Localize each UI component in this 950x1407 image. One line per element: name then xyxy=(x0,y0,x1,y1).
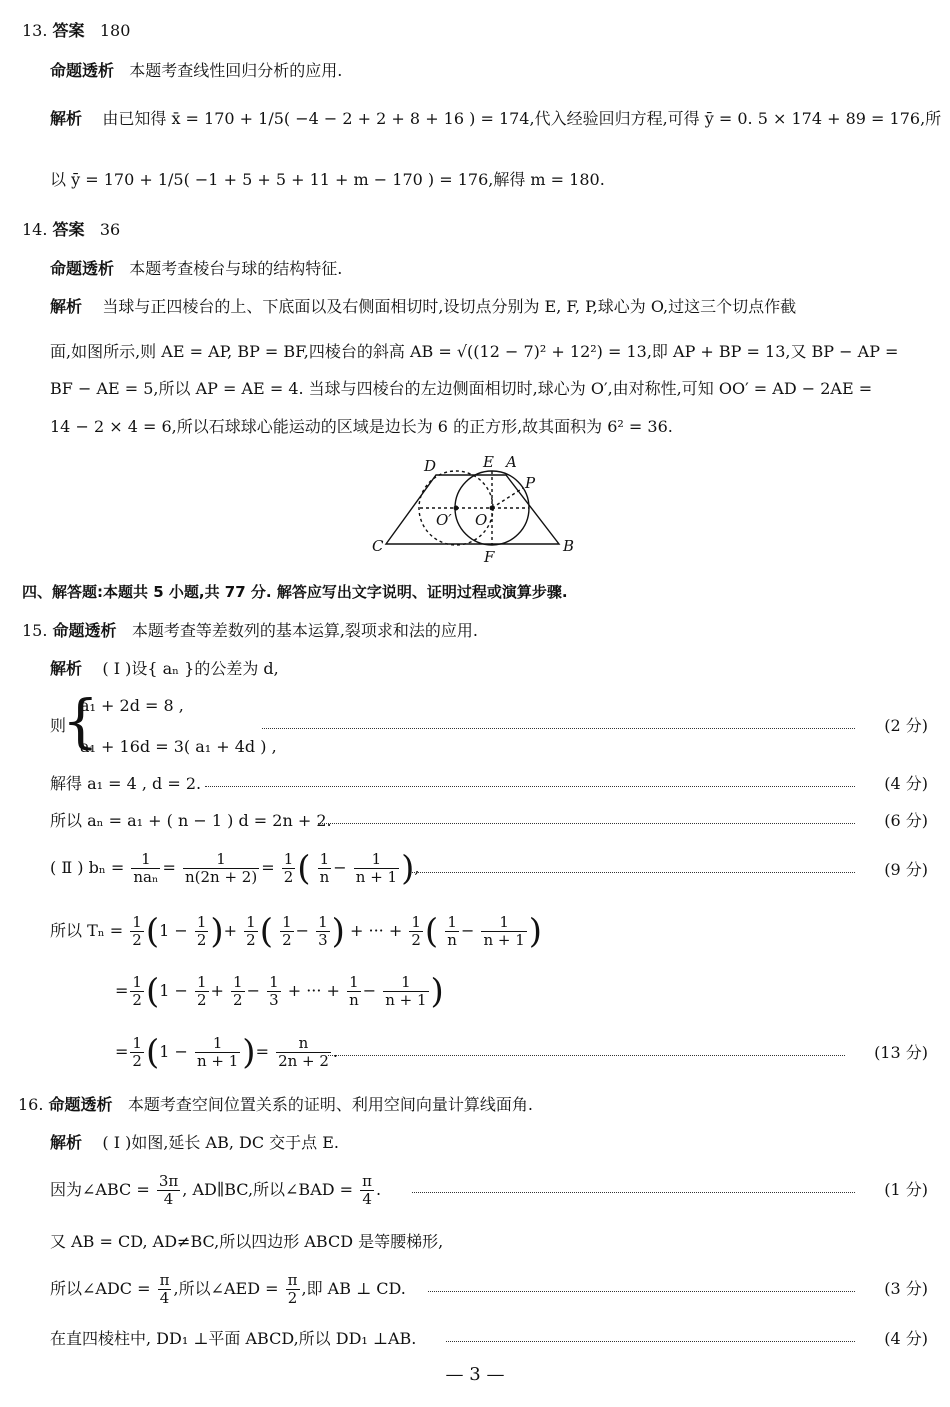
q16-mid1: , AD∥BC,所以∠BAD = xyxy=(182,1180,354,1199)
q15-insight-label: 命题透析 xyxy=(52,621,117,640)
q14-insight: 本题考查棱台与球的结构特征. xyxy=(129,259,343,278)
label-o1: O′ xyxy=(436,511,452,529)
q16-insight-line xyxy=(18,1093,950,1117)
q16-score4: (4 分) xyxy=(884,1329,928,1348)
q13-insight-label: 命题透析 xyxy=(50,61,115,80)
label-d: D xyxy=(424,457,437,475)
ellipsis: + ··· + xyxy=(350,921,403,940)
fraction: $\frac{1}{n + 1}$ xyxy=(196,1034,239,1070)
q15-bn-lhs: bₙ = xyxy=(88,858,125,877)
fraction: $\frac{1}{2}$ xyxy=(132,913,142,949)
q13-answer-line xyxy=(22,19,950,43)
q15-solve: 解得 a₁ = 4 , d = 2. xyxy=(50,774,202,793)
q13-insight-line xyxy=(50,59,950,83)
q15-line1: ( Ⅰ )设{ aₙ }的公差为 d, xyxy=(102,659,279,678)
fraction: $\frac{1}{2}$ xyxy=(196,913,207,949)
fraction: $\frac{1}{2}$ xyxy=(411,913,421,949)
q16-aed: ,所以∠AED = xyxy=(173,1279,279,1298)
q13-line2: 以 ȳ = 170 + 1/5( −1 + 5 + 5 + 11 + m − 170 ) = 176,解得 m = 180. xyxy=(50,170,605,189)
fraction: $\frac{1}{3}$ xyxy=(318,913,328,949)
fraction: $\frac{1}{3}$ xyxy=(269,973,279,1009)
q13-answer-label: 答案 xyxy=(52,21,85,40)
fraction: $\frac{1}{2}$ xyxy=(246,913,256,949)
leader-dots xyxy=(412,1178,855,1193)
q14-analysis-line2 xyxy=(50,340,950,364)
fraction: $\frac{1}{n + 1}$ xyxy=(483,913,525,949)
fraction: $\frac{1}{2}$ xyxy=(282,913,292,949)
fraction: $\frac{1}{n}$ xyxy=(349,973,359,1009)
q13-analysis-line1 xyxy=(50,107,950,131)
q13-analysis-label: 解析 xyxy=(50,109,83,128)
fraction: $\frac{\pi}{4}$ xyxy=(362,1172,373,1208)
label-b: B xyxy=(563,537,575,555)
q15-tn-line1: 所以 Tₙ = $\frac{1}{2}$ (1 − $\frac{1}{2}$ )+ $\frac{1}{2}$ ( $\frac{1}{2}$ − $\frac{1}{3}$ ) + ··· + $\frac{1}{2}$ ( $\frac{1}{n}$ − $\frac{1}{n + 1}$ ) xyxy=(50,911,543,952)
q15-part2-label: ( Ⅱ ) xyxy=(50,858,84,877)
leader-dots xyxy=(412,858,855,873)
label-c: C xyxy=(372,537,384,555)
fraction: $\frac{1}{2}$ xyxy=(132,1034,142,1070)
q14-line2: 面,如图所示,则 AE = AP, BP = BF,四棱台的斜高 AB = √((12 − 7)² + 12²) = 13,即 AP + BP = 13,又 BP − AP = xyxy=(50,342,899,361)
q14-line3: BF − AE = 5,所以 AP = AE = 4. 当球与四棱台的左边侧面相切时,球心为 O′,由对称性,可知 OO′ = AD − 2AE = xyxy=(50,379,873,398)
q16-angle-line: 因为∠ABC = $\frac{3\pi}{4}$ , AD∥BC,所以∠BAD = $\frac{\pi}{4}$ . xyxy=(50,1172,382,1208)
fraction: $\frac{1}{2}$ xyxy=(132,973,142,1009)
leader-dots xyxy=(205,772,855,787)
q15-insight-line xyxy=(22,619,950,643)
center-o xyxy=(490,506,495,511)
label-o: O xyxy=(475,511,488,529)
q14-analysis-line1 xyxy=(50,295,950,319)
q15-score-tn: (13 分) xyxy=(874,1043,928,1062)
q16-analysis-line1 xyxy=(50,1131,950,1155)
q15-system-brace: { xyxy=(62,687,99,755)
q15-score-general: (6 分) xyxy=(884,811,928,830)
q16-insight-label: 命题透析 xyxy=(48,1095,113,1114)
q14-analysis-line3 xyxy=(50,377,950,401)
q16-adc: 所以∠ADC = xyxy=(50,1279,151,1298)
fraction: $\frac{\pi}{2}$ xyxy=(287,1271,298,1307)
q15-insight: 本题考查等差数列的基本运算,裂项求和法的应用. xyxy=(131,621,479,640)
q16-perp: ,即 AB ⊥ CD. xyxy=(301,1279,406,1298)
q13-insight: 本题考查线性回归分析的应用. xyxy=(129,61,343,80)
q15-tn-line2: = $\frac{1}{2}$ (1 − $\frac{1}{2}$ + $\frac{1}{2}$ − $\frac{1}{3}$ + ··· + $\frac{1}{n}$ − $\frac{1}{n + 1}$ ) xyxy=(115,971,444,1012)
fraction: $\frac{\pi}{4}$ xyxy=(159,1271,170,1307)
q16-line1: ( Ⅰ )如图,延长 AB, DC 交于点 E. xyxy=(102,1133,340,1152)
q13-line1: 由已知得 x̄ = 170 + 1/5( −4 − 2 + 2 + 8 + 16 ) = 174,代入经验回归方程,可得 ȳ = 0. 5 × 174 + 89 = 176,所 xyxy=(102,109,942,128)
q15-sys2: a₁ + 16d = 3( a₁ + 4d ) , xyxy=(80,737,277,756)
q16-because: 因为∠ABC = xyxy=(50,1180,150,1199)
q15-analysis-label: 解析 xyxy=(50,659,83,678)
q16-score3: (3 分) xyxy=(884,1279,928,1298)
q15-general: 所以 aₙ = a₁ + ( n − 1 ) d = 2n + 2. xyxy=(50,811,332,830)
q15-then: 则 xyxy=(50,716,67,735)
fraction: $\frac{1}{n}$ xyxy=(319,850,330,886)
fraction: $\frac{n}{2n + 2}$ xyxy=(278,1034,329,1070)
q15-score-solve: (4 分) xyxy=(884,774,928,793)
q14-insight-label: 命题透析 xyxy=(50,259,115,278)
fraction: $\frac{1}{\text{naₙ}}$ xyxy=(133,850,159,886)
leader-dots xyxy=(328,1041,845,1056)
line-o-p xyxy=(492,488,523,508)
fraction: $\frac{1}{2}$ xyxy=(233,973,243,1009)
label-a: A xyxy=(506,453,517,471)
q14-answer: 36 xyxy=(99,220,121,239)
q15-tn-label: 所以 Tₙ xyxy=(50,921,105,940)
q15-sys1: a₁ + 2d = 8 , xyxy=(80,696,184,715)
q14-frustum-figure xyxy=(370,450,585,566)
leader-dots xyxy=(446,1327,855,1342)
q16-line3: 又 AB = CD, AD≠BC,所以四边形 ABCD 是等腰梯形, xyxy=(50,1232,444,1251)
q14-analysis-line4 xyxy=(50,415,950,439)
q16-number: 16. xyxy=(18,1095,44,1114)
q14-line4: 14 − 2 × 4 = 6,所以石球球心能运动的区域是边长为 6 的正方形,故其面积为 6² = 36. xyxy=(50,417,673,436)
q15-number: 15. xyxy=(22,621,48,640)
q13-analysis-line2 xyxy=(50,168,950,192)
leader-dots xyxy=(428,1277,855,1292)
q14-insight-line xyxy=(50,257,950,281)
q14-answer-line xyxy=(22,218,950,242)
q16-line5: 在直四棱柱中, DD₁ ⊥平面 ABCD,所以 DD₁ ⊥AB. xyxy=(50,1329,417,1348)
fraction: $\frac{1}{n}$ xyxy=(447,913,457,949)
q15-bn-line: ( Ⅱ ) bₙ = $\frac{1}{\text{naₙ}}$ = $\frac{1}{n(2n + 2)}$ = $\frac{1}{2}$ ( $\frac{1}{n}$ − $\frac{1}{n + 1}$ ), xyxy=(50,848,420,889)
leader-dots xyxy=(318,809,855,824)
q13-answer: 180 xyxy=(99,21,131,40)
q14-analysis-label: 解析 xyxy=(50,297,83,316)
fraction: $\frac{1}{n + 1}$ xyxy=(385,973,427,1009)
leader-dots xyxy=(262,714,855,729)
label-f: F xyxy=(484,548,495,566)
q16-score1: (1 分) xyxy=(884,1180,928,1199)
q15-score-sys: (2 分) xyxy=(884,716,928,735)
section4-title: 四、解答题:本题共 5 小题,共 77 分. 解答应写出文字说明、证明过程或演算步骤. xyxy=(22,583,568,601)
fraction: $\frac{1}{2}$ xyxy=(196,973,207,1009)
q16-insight: 本题考查空间位置关系的证明、利用空间向量计算线面角. xyxy=(127,1095,533,1114)
q15-score-bn: (9 分) xyxy=(884,860,928,879)
q14-answer-label: 答案 xyxy=(52,220,85,239)
ellipsis: + ··· + xyxy=(287,981,340,1000)
label-p: P xyxy=(525,474,536,492)
q14-number: 14. xyxy=(22,220,48,239)
center-o1 xyxy=(454,506,459,511)
q16-analysis-label: 解析 xyxy=(50,1133,83,1152)
fraction: $\frac{1}{2}$ xyxy=(283,850,294,886)
q14-line1: 当球与正四棱台的上、下底面以及右侧面相切时,设切点分别为 E, F, P,球心为 O,过这三个切点作截 xyxy=(102,297,797,316)
q15-tn-line3: = $\frac{1}{2}$ (1 − $\frac{1}{n + 1}$ )= $\frac{n}{2n + 2}$ . xyxy=(115,1032,339,1073)
q15-analysis-line1 xyxy=(50,657,950,681)
fraction: $\frac{3\pi}{4}$ xyxy=(158,1172,179,1208)
label-e: E xyxy=(483,453,494,471)
fraction: $\frac{1}{n(2n + 2)}$ xyxy=(184,850,258,886)
fraction: $\frac{1}{n + 1}$ xyxy=(355,850,398,886)
page-number: — 3 — xyxy=(445,1364,505,1385)
q13-number: 13. xyxy=(22,21,48,40)
